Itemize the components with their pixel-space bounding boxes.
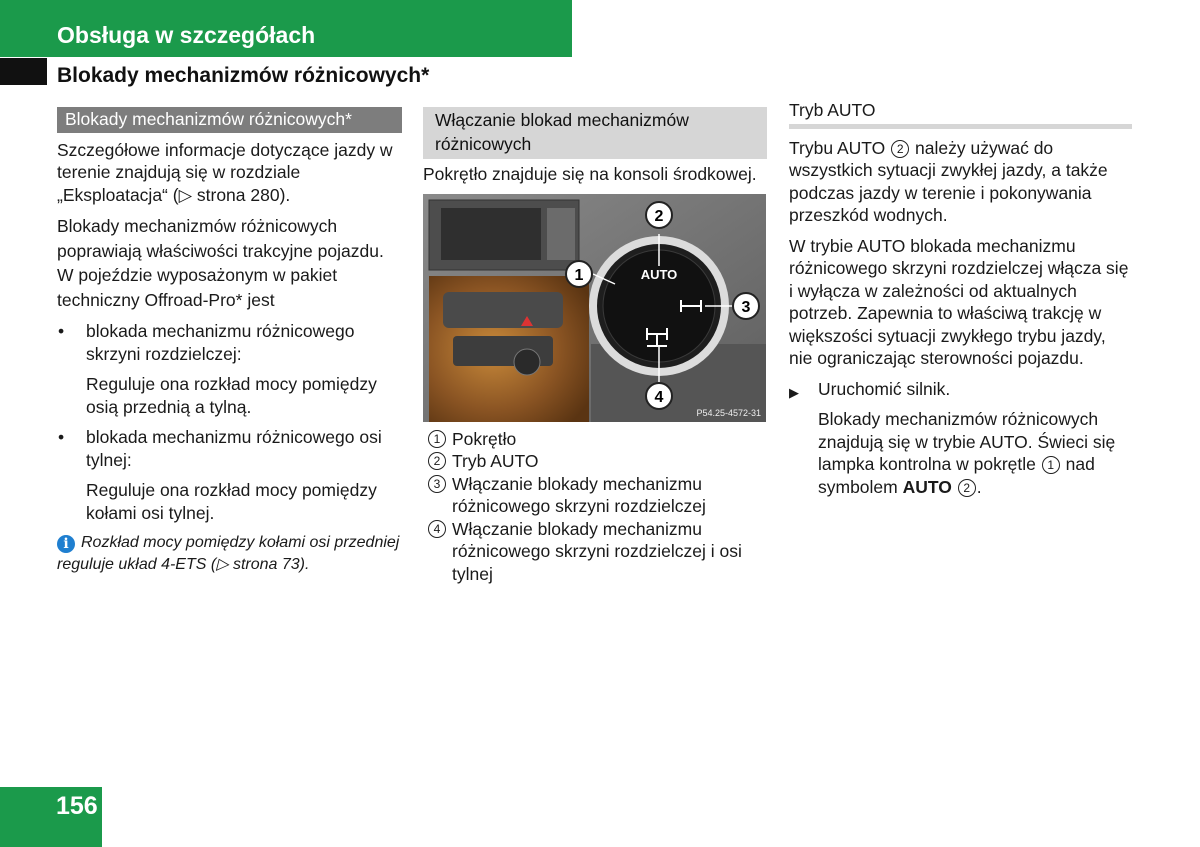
step-item: ▶ Uruchomić silnik. (789, 378, 1132, 401)
bullet-item: • blokada mechanizmu różnicowego skrzyni rozdzielczej: (58, 321, 355, 364)
callout-4 (646, 383, 672, 409)
info-icon: i (57, 535, 75, 553)
paragraph: W trybie AUTO blokada mechanizmu różnicowego skrzyni rozdzielczej włącza się i wyłącza w zależności od aktualnych potrzeb. Zapewnia to właściwą trakcję w większości sytuacji zwykłego trybu jazdy, nie ograniczając sterowności pojazdu. (789, 235, 1129, 368)
paragraph: Pokrętło znajduje się na konsoli środkowej. (423, 164, 757, 184)
column-3 (789, 99, 1132, 506)
step-result: Blokady mechanizmów różnicowych znajdują się w trybie AUTO. Świeci się lampka kontrolna w pokrętle 1 nad symbolem AUTO 2 . (818, 409, 1116, 497)
column-2 (423, 107, 767, 585)
callout-2 (646, 202, 672, 228)
header-marker (0, 58, 47, 85)
legend-item: 3 Włączanie blokady mechanizmu różnicowego skrzyni rozdzielczej (423, 473, 767, 518)
callout-1 (566, 261, 592, 287)
column-1 (57, 107, 402, 576)
image-code: P54.25-4572-31 (696, 407, 761, 418)
callout-3 (733, 293, 759, 319)
legend-item: 4 Włączanie blokady mechanizmu różnicowego skrzyni rozdzielczej i osi tylnej (423, 518, 767, 586)
paragraph: Szczegółowe informacje dotyczące jazdy w terenie znajdują się w rozdziale „Eksploatacja“ (▷ strona 280). (57, 139, 393, 205)
section-title: Obsługa w szczegółach (57, 22, 316, 48)
legend-item: 1 Pokrętło (423, 428, 767, 451)
ref-marker: 2 (891, 140, 909, 158)
console-dial-illustration (423, 194, 766, 422)
column-2-heading: Włączanie blokad mechanizmów różnicowych (423, 107, 767, 159)
ref-marker: 1 (1042, 456, 1060, 474)
svg-text:3: 3 (741, 298, 751, 316)
svg-text:1: 1 (574, 266, 584, 284)
page-title: Blokady mechanizmów różnicowych* (57, 64, 430, 87)
paragraph: Trybu AUTO 2 należy używać do wszystkich sytuacji zwykłej jazdy, a także podczas jazdy w terenie i pokonywania przeszkód wodnych. (789, 137, 1108, 225)
svg-text:4: 4 (654, 388, 664, 406)
svg-text:2: 2 (654, 207, 664, 225)
paragraph: Blokady mechanizmów różnicowych poprawiają właściwości trakcyjne pojazdu. W pojeździe wyposażonym w pakiet techniczny Offroad-Pro* jest (57, 216, 384, 310)
column-1-heading: Blokady mechanizmów różnicowych* (57, 107, 402, 133)
bullet-detail: Reguluje ona rozkład mocy pomiędzy osią przednią a tylną. (86, 374, 377, 417)
step-arrow-icon: ▶ (789, 384, 799, 400)
bullet-detail: Reguluje ona rozkład mocy pomiędzy kołami osi tylnej. (86, 480, 377, 523)
dial-auto-label: AUTO (640, 266, 678, 282)
ref-marker: 2 (958, 479, 976, 497)
legend-item: 2 Tryb AUTO (423, 450, 767, 473)
column-3-heading: Tryb AUTO (789, 99, 1132, 129)
info-note: i Rozkład mocy pomiędzy kołami osi przedniej reguluje układ 4-ETS (▷ strona 73). (57, 534, 400, 573)
bullet-item: • blokada mechanizmu różnicowego osi tylnej: (58, 427, 382, 470)
page-number: 156 (56, 792, 98, 820)
